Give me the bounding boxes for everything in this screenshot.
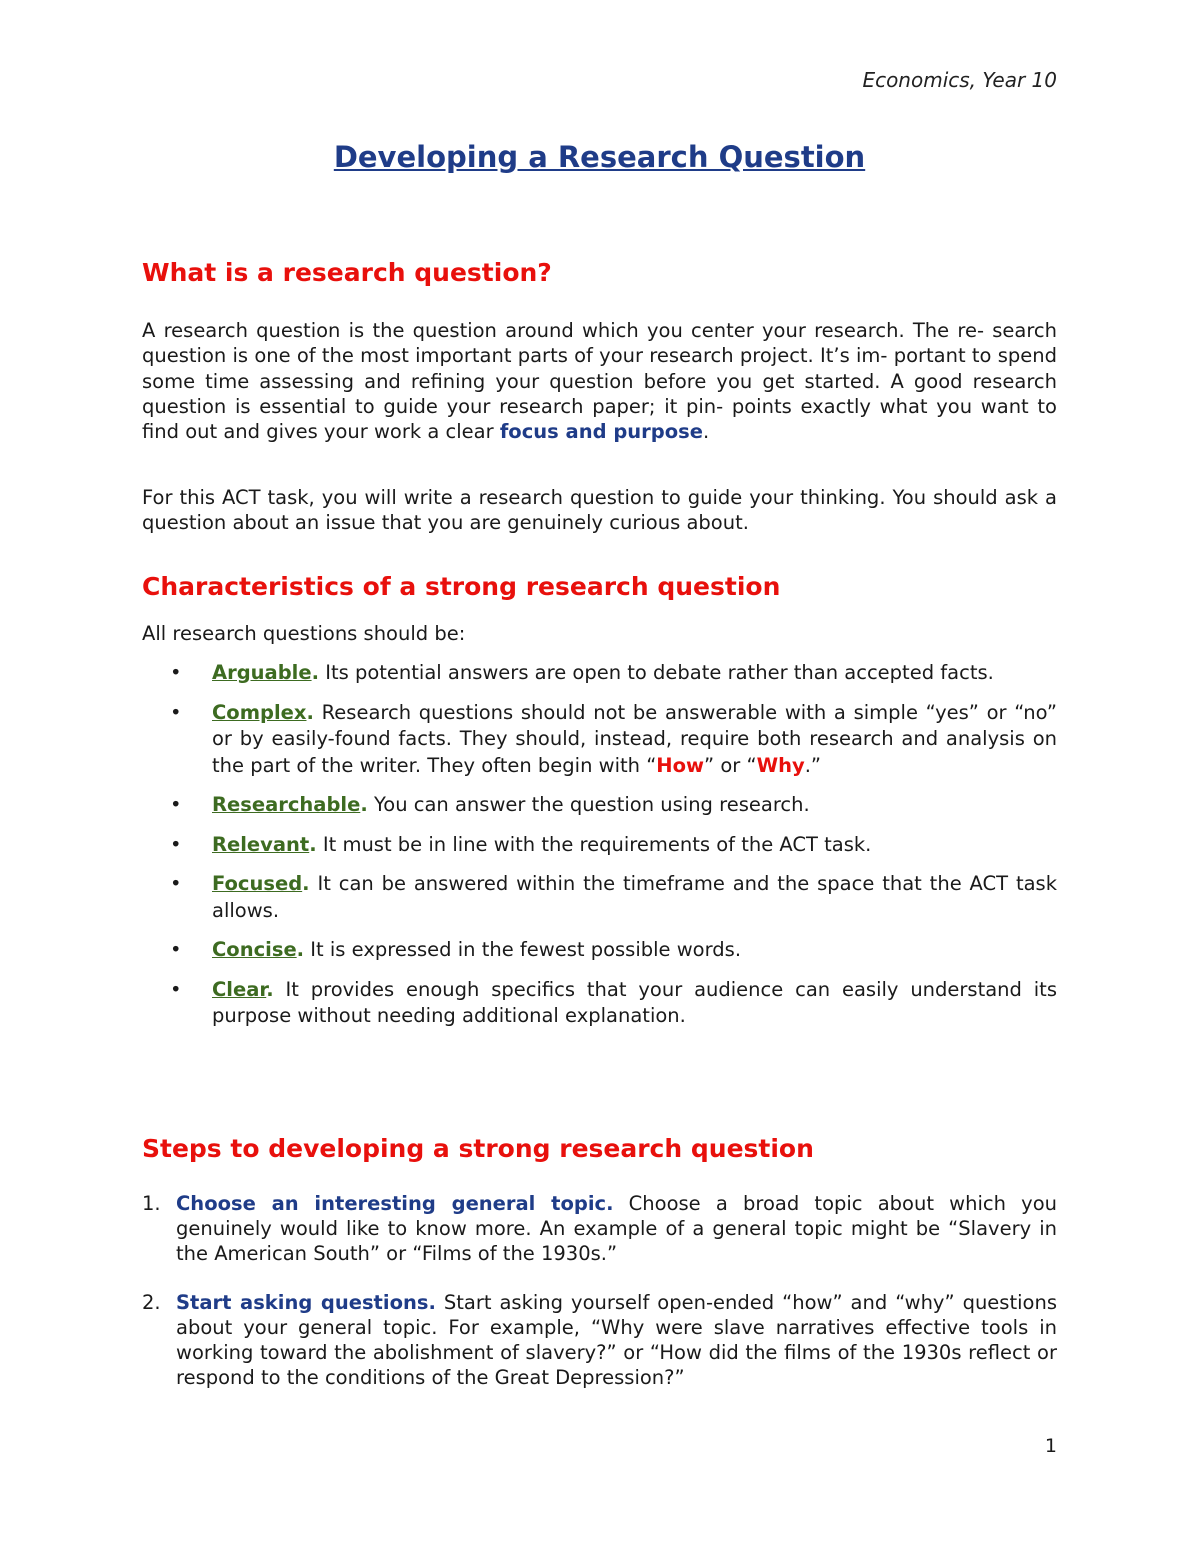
trait-term-dot: . <box>296 938 305 961</box>
step-description: Start asking yourself open-ended “how” and “why” questions about your general topic. For example, “Why were slave narratives effective tools in working toward the abolishment of slavery?” or “How did the films of the 1930s reflect or respond to the conditions of the Great Depression?” <box>176 1291 1057 1389</box>
focus-purpose-emphasis: focus and purpose <box>499 420 703 444</box>
bullet-icon: • <box>170 700 182 724</box>
section-heading-characteristics: Characteristics of a strong research question <box>142 572 781 601</box>
trait-term: Complex <box>212 700 307 724</box>
how-keyword: How <box>656 753 705 777</box>
list-item <box>142 660 1057 687</box>
list-item <box>142 700 1057 780</box>
trait-term: Arguable <box>212 661 312 684</box>
bullet-icon: • <box>170 938 182 961</box>
trait-description: It can be answered within the timeframe and the space that the ACT task allows. <box>212 872 1057 922</box>
characteristics-intro: All research questions should be: <box>142 622 466 645</box>
page-title: Developing a Research Question <box>333 140 866 174</box>
section-heading-what-is: What is a research question? <box>142 258 552 287</box>
trait-term-dot: . <box>309 832 317 856</box>
bullet-icon: • <box>170 661 182 684</box>
trait-description-end: .” <box>804 753 822 777</box>
trait-description-mid: ” or “ <box>704 753 757 777</box>
step-number: 1. <box>142 1192 161 1215</box>
trait-term: Focused <box>212 872 303 895</box>
list-item <box>142 977 1057 1030</box>
intro-paragraph <box>142 318 1057 444</box>
bullet-icon: • <box>170 872 182 895</box>
trait-description: It must be in line with the requirements of the ACT task. <box>316 832 872 856</box>
why-keyword: Why <box>756 753 805 777</box>
trait-term-dot: . <box>360 793 368 816</box>
bullet-icon: • <box>170 832 182 856</box>
task-paragraph: For this ACT task, you will write a research question to guide your thinking. You should ask a question about an issue that you are genuinely curious about. <box>142 486 1057 535</box>
step-lead: Choose an interesting general topic. <box>176 1192 614 1215</box>
bullet-icon: • <box>170 977 182 1001</box>
trait-description: You can answer the question using research. <box>367 793 810 816</box>
intro-paragraph-text: A research question is the question around which you center your research. The re- search question is one of the most important parts of your research project. It’s im- portant to spend some time assessing and refining your question before you get started. A good research question is essential to guide your research paper; it pin- points exactly what you want to find out and gives your work a clear <box>142 319 1057 444</box>
trait-description: Its potential answers are open to debate rather than accepted facts. <box>319 661 994 684</box>
trait-term: Clear <box>212 977 267 1001</box>
steps-list <box>142 1191 1057 1414</box>
trait-description: Research questions should not be answerable with a simple “yes” or “no” or by easily-found facts. They should, instead, require both research and analysis on the part of the writer. They often begin with “ <box>212 700 1057 777</box>
trait-term: Relevant <box>212 832 310 856</box>
trait-term: Researchable <box>212 793 361 816</box>
trait-description: It is expressed in the fewest possible words. <box>304 938 742 961</box>
list-item <box>142 937 1057 964</box>
list-item <box>142 1290 1057 1390</box>
list-item <box>142 1191 1057 1266</box>
list-item <box>142 832 1057 859</box>
trait-description: It provides enough specifics that your audience can easily understand its purpose without needing additional explanation. <box>212 977 1057 1027</box>
trait-term-dot: . <box>311 661 319 684</box>
bullet-icon: • <box>170 793 182 816</box>
list-item <box>142 792 1057 819</box>
trait-term-dot: . <box>306 700 314 724</box>
trait-term-dot: . <box>266 977 274 1001</box>
trait-term: Concise <box>212 938 297 961</box>
page-number: 1 <box>1044 1435 1057 1457</box>
section-heading-steps: Steps to developing a strong research question <box>142 1134 814 1163</box>
intro-paragraph-end: . <box>702 420 710 444</box>
trait-term-dot: . <box>302 872 310 895</box>
list-item <box>142 871 1057 924</box>
step-number: 2. <box>142 1291 161 1314</box>
step-description: Choose a broad topic about which you genuinely would like to know more. An example of a general topic might be “Slavery in the American South” or “Films of the 1930s.” <box>176 1192 1057 1265</box>
step-lead: Start asking questions. <box>176 1291 436 1314</box>
document-header: Economics, Year 10 <box>862 68 1057 92</box>
characteristics-list <box>142 660 1057 1043</box>
